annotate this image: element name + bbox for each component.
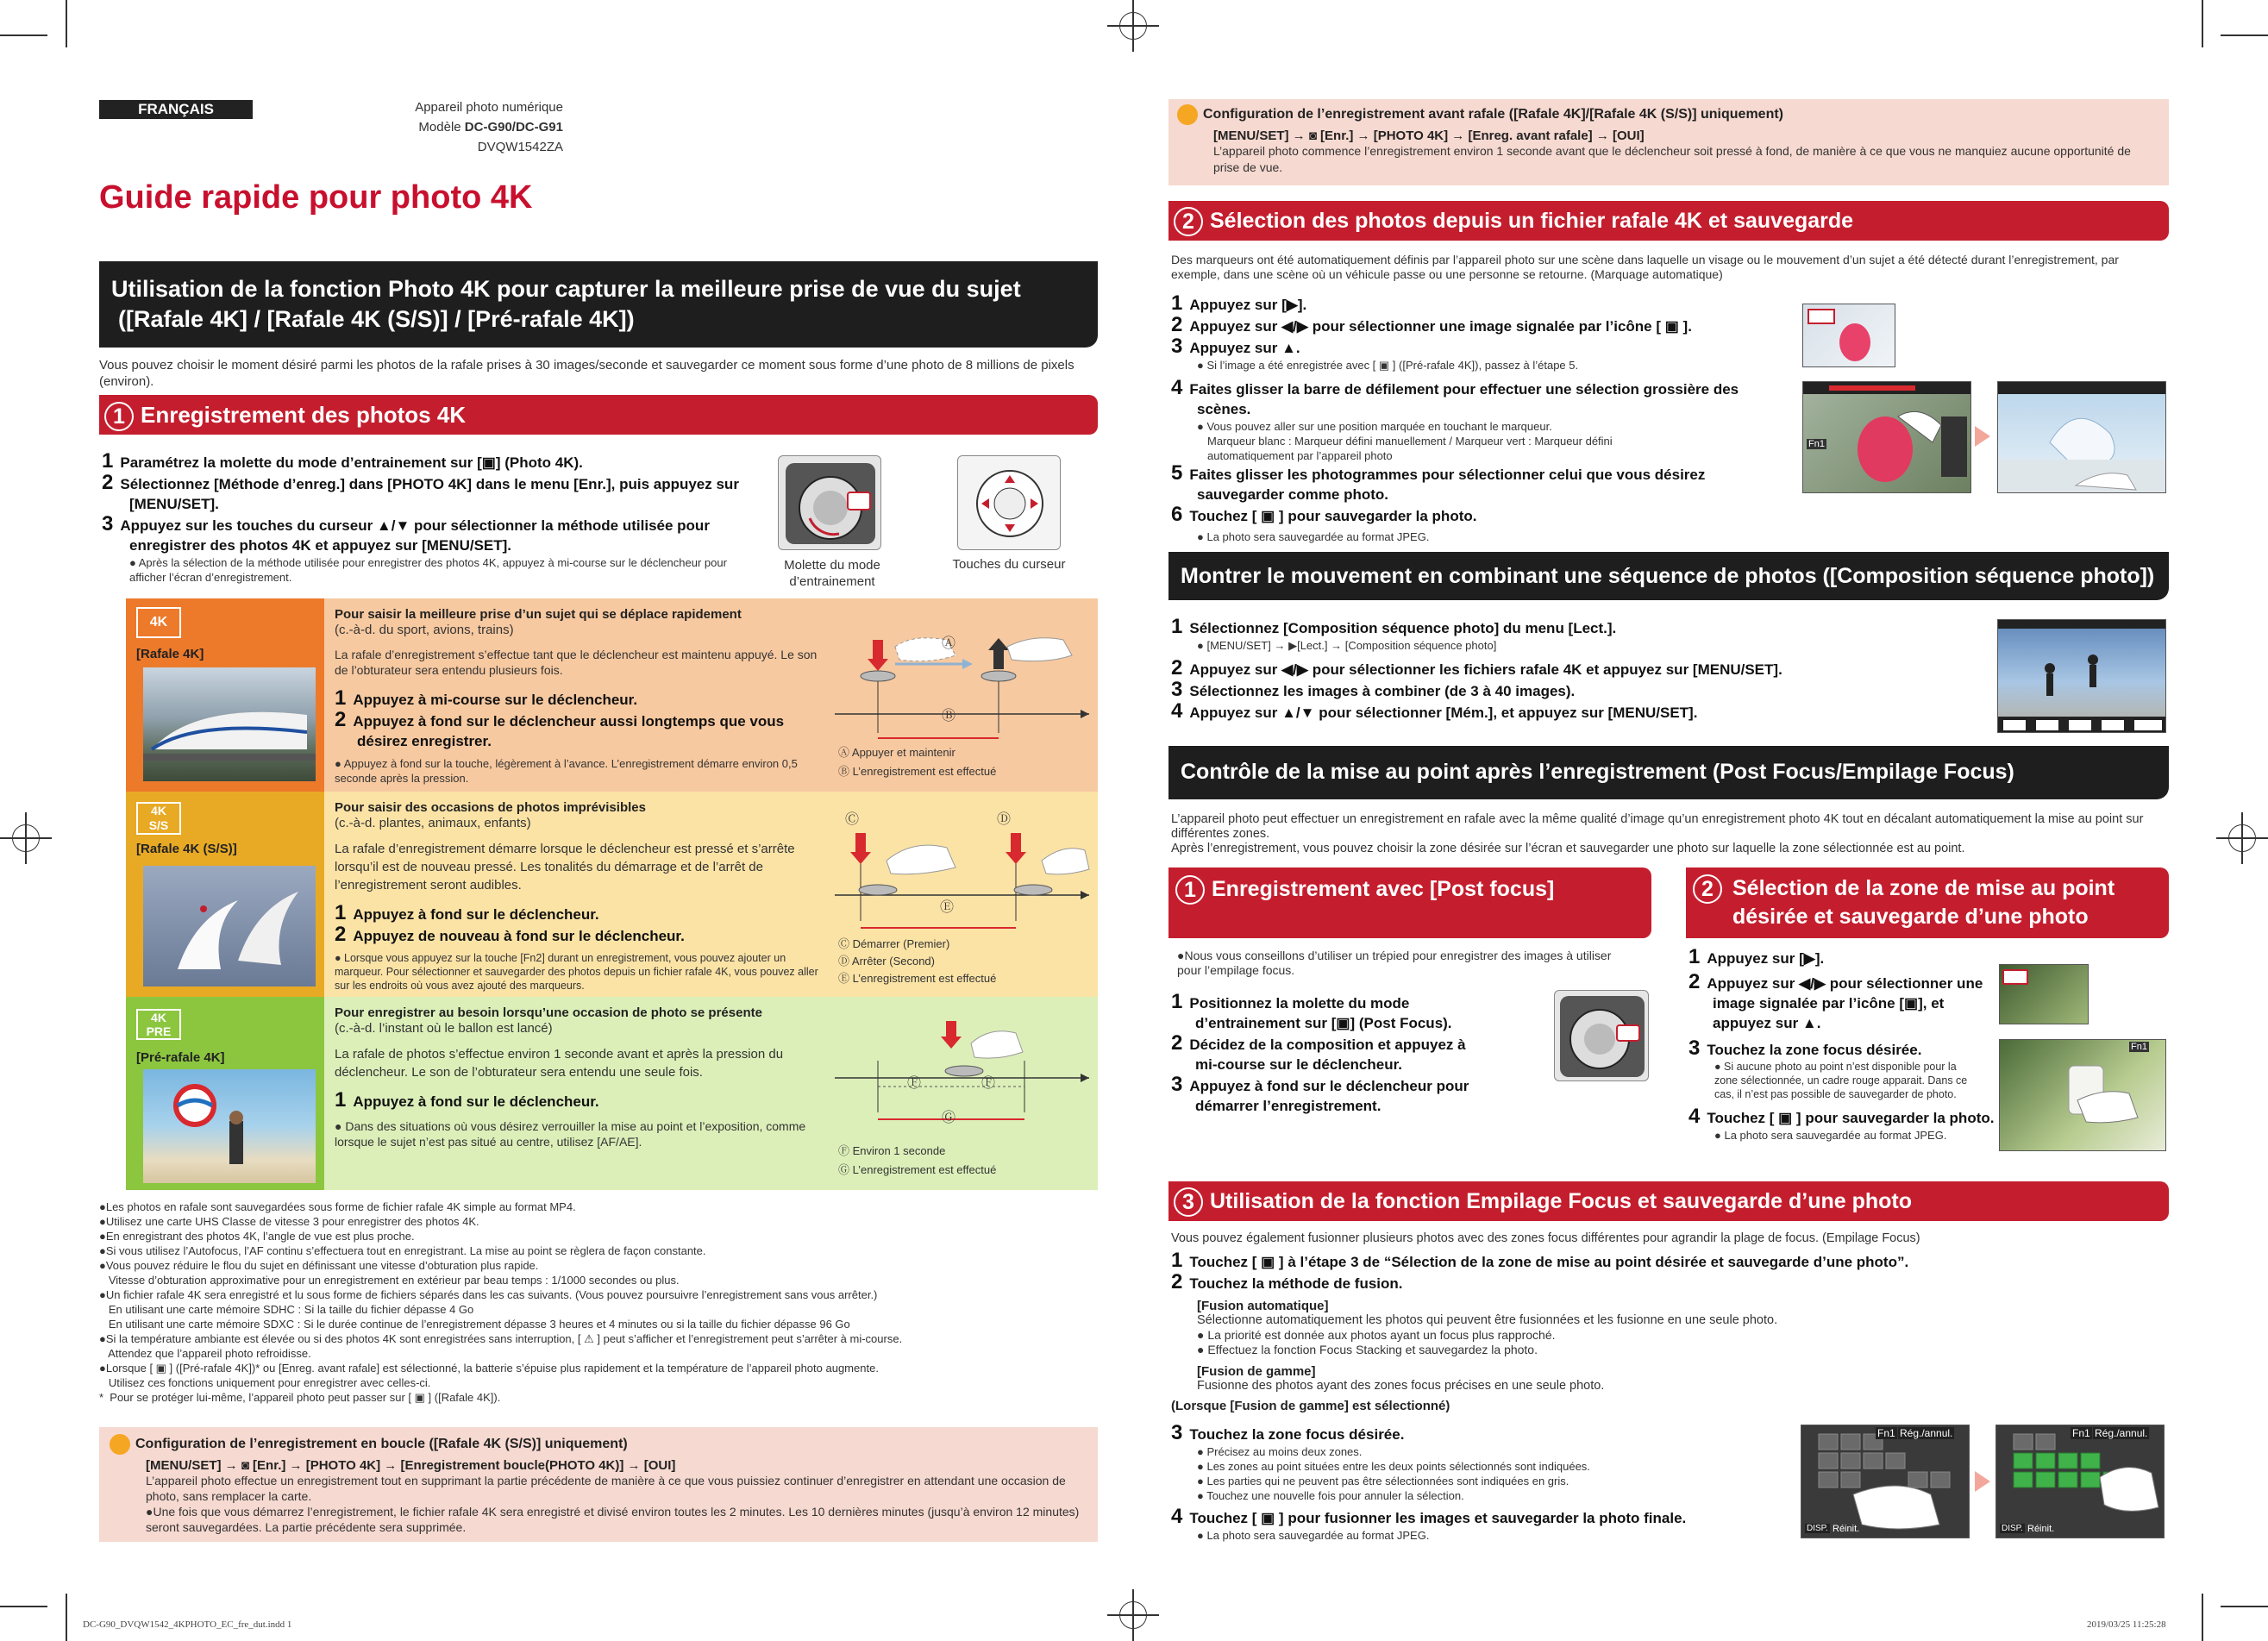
mode-label: [Rafale 4K (S/S)] [136, 842, 237, 856]
step-note: ● Si aucune photo au point n’est disponible pour la zone sélectionnée, un cadre rouge apparait. Dans ce cas, il n’est pas possible de sauvegarder de photo. [1714, 1061, 1968, 1100]
step-number: 2 [1171, 656, 1183, 680]
loop-config-box [99, 1427, 1098, 1542]
postfocus-dial [1554, 990, 1649, 1081]
step-number: 2 [1171, 313, 1183, 336]
model-line1: Appareil photo numérique [415, 100, 563, 115]
step-text: Touchez [ ▣ ] pour sauvegarder la photo. [1189, 508, 1477, 524]
mode-note: ● Dans des situations où vous désirez verrouiller la mise au point et l’exposition, comme lorsque le sujet n’est pas situé au centre, utilisez [AF/AE]. [335, 1119, 806, 1149]
step-text: Appuyez à fond sur le déclencheur. [353, 1093, 599, 1110]
step-text: Appuyez à fond sur le déclencheur pour démarrer l’enregistrement. [1189, 1078, 1469, 1114]
marker-f: Ⓕ [907, 1076, 922, 1091]
lightbulb-icon [1177, 104, 1198, 125]
step-number: 2 [1688, 970, 1701, 993]
section-number: 2 [1174, 207, 1203, 236]
registration-mark [1107, 0, 1159, 52]
step-number: 1 [1171, 990, 1183, 1013]
step-number: 3 [1171, 335, 1183, 358]
crop-mark [2221, 1606, 2268, 1607]
disp-label: DISP. [1807, 1524, 1828, 1533]
step-note: ● Vous pouvez aller sur une position marquée en touchant le marqueur. [1197, 420, 1552, 433]
fusion-range-when: (Lorsque [Fusion de gamme] est sélectionné) [1171, 1399, 1450, 1413]
banner-line2: ([Rafale 4K] / [Rafale 4K (S/S)] / [Pré-rafale 4K]) [118, 306, 635, 332]
dial-caption: Molette du mode d’entrainement [784, 558, 880, 589]
disp-label: DISP. [2002, 1524, 2023, 1533]
step-text: Appuyez à mi-course sur le déclencheur. [353, 692, 638, 708]
step-1 [1171, 617, 1947, 638]
arrow-icon [1975, 426, 1990, 447]
fusion-auto-desc: Sélectionne automatiquement les photos qui peuvent être fusionnées et les fusionne en une seule photo. [1197, 1313, 1778, 1327]
marker-d: Ⓓ [997, 812, 1012, 827]
note-item: ●Si la température ambiante est élevée ou si des photos 4K sont enregistrées sans interruption, [ ⚠ ] peut s’afficher et l’enregistrement peut s’arrêter à mi-course. [99, 1332, 903, 1345]
mode-label: [Rafale 4K] [136, 647, 204, 661]
step-text: Sélectionnez les images à combiner (de 3 à 40 images). [1189, 683, 1576, 699]
step-2 [1171, 1033, 1490, 1074]
mode-subline: (c.-à-d. l’instant où le ballon est lancé) [335, 1021, 553, 1036]
step-text: Faites glisser les photogrammes pour sélectionner celui que vous désirez sauvegarder comme photo. [1189, 467, 1706, 503]
step-6: 6 Touchez [ ▣ ] pour sauvegarder la photo. [1171, 503, 1477, 526]
step-number: 1 [102, 449, 114, 473]
model-prefix: Modèle [418, 120, 465, 135]
dial-illustration [778, 455, 881, 550]
mode-desc: La rafale d’enregistrement s’effectue tant que le déclencheur est maintenu appuyé. Le son de l’obturateur sera entendu plusieurs fois. [335, 648, 818, 677]
marker-a: Ⓐ [942, 636, 956, 651]
section-title: Sélection des photos depuis un fichier rafale 4K et sauvegarde [1210, 209, 1854, 233]
step-note: ● Après la sélection de la méthode utilisée pour enregistrer des photos 4K, appuyez à mi-course sur le déclencheur pour afficher l’écran d’enregistrement. [129, 556, 727, 584]
postfocus-record-steps [1171, 992, 1490, 1116]
section-title: Enregistrement avec [Post focus] [1212, 877, 1555, 901]
note-item: ●Les photos en rafale sont sauvegardées sous forme de fichier rafale 4K simple au format MP4. [99, 1200, 576, 1213]
note-item: ●En enregistrant des photos 4K, l’angle de vue est plus proche. [99, 1230, 415, 1243]
crop-mark [2221, 34, 2268, 36]
title-line2: désirée et sauvegarde d’une photo [1732, 905, 2089, 929]
step-1 [1171, 293, 1775, 315]
note-item: Utilisez ces fonctions uniquement pour enregistrer avec celles-ci. [99, 1376, 431, 1389]
fusion-range-title: [Fusion de gamme] [1197, 1364, 1316, 1379]
select-cancel-label: Rég./annul. [1900, 1427, 1953, 1439]
step-note: ● [MENU/SET] → ▶[Lect.] → [Composition séquence photo] [1197, 639, 1497, 652]
note-item: Attendez que l’appareil photo refroidisse. [99, 1347, 311, 1360]
train-photo [143, 667, 316, 781]
step-text: Appuyez à fond sur le déclencheur. [353, 906, 599, 923]
step-text: Touchez la zone focus désirée. [1189, 1426, 1405, 1443]
step-note: ● Les zones au point situées entre les deux points sélectionnés sont indiquées. [1197, 1460, 1590, 1473]
dial-icon [1555, 991, 1650, 1082]
mode-panel-rafale-4k-ss [126, 792, 1098, 997]
pre-desc: L’appareil photo commence l’enregistrement environ 1 seconde avant que le déclencheur soit pressé à fond, de manière à ce que vous ne manquiez aucune opportunité de prise de vue. [1213, 144, 2131, 174]
section-title: Enregistrement des photos 4K [141, 402, 467, 428]
step-text: Appuyez sur ◀/▶ pour sélectionner les fichiers rafale 4K et appuyez sur [MENU/SET]. [1189, 661, 1782, 678]
rafale-4k-ss-icon: 4K S/S [136, 802, 181, 835]
note-item: * Pour se protéger lui-même, l’appareil photo peut passer sur [ ▣ ] ([Rafale 4K]). [99, 1391, 501, 1404]
step-number: 3 [1171, 1073, 1183, 1096]
step-text: Sélectionnez [Composition séquence photo] du menu [Lect.]. [1189, 620, 1617, 636]
postfocus-select-steps [1688, 947, 1999, 1143]
crop-mark [2202, 0, 2203, 47]
reset-label: Réinit. [2027, 1524, 2055, 1534]
sec3-steps [1171, 1250, 2154, 1413]
dial-icon [779, 456, 882, 551]
loop-title [110, 1434, 1087, 1455]
step-text: Appuyez sur ◀/▶ pour sélectionner une image signalée par l’icône [ ▣ ]. [1189, 318, 1692, 335]
note-item: Vitesse d’obturation approximative pour un enregistrement en extérieur par beau temps : 1/1000 secondes ou plus. [99, 1274, 680, 1287]
step-note: ● La photo sera sauvegardée au format JPEG. [1197, 1529, 1430, 1542]
step-3 [102, 514, 757, 555]
fn1-label: Fn1 [2131, 1042, 2147, 1052]
note-item: ●Lorsque [ ▣ ] ([Pré-rafale 4K])* ou [Enreg. avant rafale] est sélectionné, la batterie s’épuise plus rapidement et la température de l’appareil photo augmente. [99, 1362, 879, 1375]
postfocus-intro-2: Après l’enregistrement, vous pouvez choisir la zone désirée sur l’écran et sauvegarder une photo sur laquelle la zone sélectionnée est au point. [1171, 842, 1965, 855]
lightbulb-icon [110, 1434, 130, 1455]
mode-panel-pre-rafale [126, 997, 1098, 1190]
step-number: 4 [1171, 699, 1183, 723]
pre-title-text: Configuration de l’enregistrement avant rafale ([Rafale 4K]/[Rafale 4K (S/S)] uniquement) [1203, 107, 1783, 122]
step-text: Appuyez sur les touches du curseur ▲/▼ pour sélectionner la méthode utilisée pour enregistrer des photos 4K et appuyez sur [MENU/SET]. [120, 517, 710, 554]
tripod-note: ●Nous vous conseillons d’utiliser un trépied pour enregistrer des images à utiliser pour l’empilage focus. [1177, 949, 1612, 977]
fusion-auto-title: [Fusion automatique] [1197, 1299, 1329, 1313]
step-note: ● Si l’image a été enregistrée avec [ ▣ ] ([Pré-rafale 4K]), passez à l’étape 5. [1197, 359, 1579, 372]
pre-burst-config-box [1168, 99, 2169, 185]
step-note: Marqueur blanc : Marqueur défini manuellement / Marqueur vert : Marqueur défini automatiquement par l’appareil photo [1207, 435, 1613, 462]
model-number: DC-G90/DC-G91 [464, 120, 563, 135]
mode-step-2: 2 Appuyez à fond sur le déclencheur aussi longtemps que vous désirez enregistrer. [335, 708, 785, 749]
legend-f: Ⓕ Environ 1 seconde [838, 1144, 946, 1157]
step-5: 5 Faites glisser les photogrammes pour sélectionner celui que vous désirez sauvegarder comme photo. [1171, 461, 1706, 503]
title-line1: Sélection de la zone de mise au point [1732, 876, 2115, 900]
mode-subline: (c.-à-d. plantes, animaux, enfants) [335, 816, 531, 830]
step-text: Appuyez sur ▲. [1189, 340, 1300, 356]
loop-title-text: Configuration de l’enregistrement en boucle ([Rafale 4K (S/S)] uniquement) [135, 1437, 628, 1452]
step-text: Positionnez la molette du mode d’entrainement sur [▣] (Post Focus). [1189, 995, 1452, 1031]
mode-headline: Pour enregistrer au besoin lorsqu’une occasion de photo se présente [335, 1005, 762, 1020]
cursor-caption: Touches du curseur [952, 557, 1066, 572]
step-number: 2 [1171, 1031, 1183, 1055]
postfocus-select-header [1686, 867, 2169, 938]
language-tag: FRANÇAIS [99, 100, 253, 119]
marker-g: Ⓖ [942, 1111, 956, 1125]
mode-sidebar [126, 598, 324, 792]
footer-date: 2019/03/25 11:25:28 [2087, 1619, 2166, 1630]
mode-sidebar [126, 997, 324, 1190]
fusion-auto-note2: ● Effectuez la fonction Focus Stacking et sauvegardez la photo. [1197, 1343, 1538, 1356]
step-4 [1688, 1106, 1999, 1128]
pre-menu: [MENU/SET] → ◙ [Enr.] → [PHOTO 4K] → [Enreg. avant rafale] → [OUI] [1213, 128, 1645, 143]
step-note: ● La photo sera sauvegardée au format JPEG. [1714, 1129, 1947, 1142]
step-3 [1171, 1074, 1490, 1116]
step-text: Décidez de la composition et appuyez à mi-course sur le déclencheur. [1189, 1037, 1466, 1073]
step-4 [1171, 701, 1947, 723]
note-item: ●Un fichier rafale 4K sera enregistré et lu sous forme de fichiers séparés dans les cas suivants. (Vous pouvez poursuivre l’enregistrement sans vous arrêter.) [99, 1288, 878, 1301]
stack-screen-1 [1801, 1425, 1970, 1538]
step-3: 3 Touchez la zone focus désirée. [1171, 1421, 1405, 1444]
section-number: 1 [104, 402, 134, 431]
loop-note: ●Une fois que vous démarrez l’enregistrement, le fichier rafale 4K sera enregistré et divisé environ toutes les 2 minutes. Les 10 dernières minutes (jusqu’à environ 12 minutes) seront sauvegardées. La partie précédente sera supprimée. [146, 1505, 1080, 1534]
step-note: ● La photo sera sauvegardée au format JPEG. [1197, 530, 1430, 543]
timing-diagram [835, 1018, 1093, 1130]
section-number: 2 [1693, 874, 1722, 904]
sequence-screen [1997, 619, 2166, 733]
main-banner [99, 261, 1098, 348]
cursor-keys-icon [958, 456, 1062, 551]
step-note: ● Les parties qui ne peuvent pas être sélectionnées sont indiquées en gris. [1197, 1475, 1569, 1488]
model-code: DVQW1542ZA [477, 140, 563, 154]
step-number: 3 [102, 512, 114, 536]
timing-diagram [835, 809, 1093, 938]
reset-label: Réinit. [1833, 1524, 1860, 1534]
legend-a: Ⓐ Appuyer et maintenir [838, 746, 955, 759]
pf-playback-small [1999, 964, 2089, 1024]
step-2 [102, 473, 757, 514]
step-3 [1171, 680, 1947, 701]
crop-mark [66, 0, 67, 47]
mode-panel-rafale-4k [126, 598, 1098, 792]
pre-title [1177, 104, 2160, 125]
fusion-range-desc: Fusionne des photos ayant des zones focus précises en une seule photo. [1197, 1379, 1605, 1393]
record-steps [102, 451, 757, 585]
crop-mark [0, 34, 47, 36]
step-3 [1171, 336, 1775, 358]
step-number: 3 [1171, 678, 1183, 701]
step-1: 1 Touchez [ ▣ ] à l’étape 3 de “Sélection de la zone de mise au point désirée et sauvegarde d’une photo”. [1171, 1249, 1909, 1272]
note-item: En utilisant une carte mémoire SDXC : Si le durée continue de l’enregistrement dépasse 3 heures et 4 minutes ou si la taille du fichier dépasse 96 Go [99, 1318, 850, 1331]
select-cancel-label: Rég./annul. [2095, 1427, 2148, 1439]
mode-step-1: 1 Appuyez à fond sur le déclencheur. [335, 1088, 599, 1112]
pre-rafale-icon: 4K PRE [136, 1009, 181, 1040]
crop-mark [0, 1606, 47, 1607]
step-number: 1 [1688, 945, 1701, 968]
postfocus-record-header [1168, 867, 1651, 938]
intro-text: Vous pouvez choisir le moment désiré parmi les photos de la rafale prises à 30 images/seconde et sauvegarder ce moment sous forme d’une photo de 8 millions de pixels (environ). [99, 358, 1074, 389]
section-title [1693, 874, 2162, 931]
sec3-intro: Vous pouvez également fusionner plusieurs photos avec des zones focus différentes pour agrandir la plage de focus. (Empilage Focus) [1171, 1231, 1920, 1245]
note-item: En utilisant une carte mémoire SDHC : Si la taille du fichier dépasse 4 Go [99, 1303, 474, 1316]
step-text: Touchez [ ▣ ] à l’étape 3 de “Sélection de la zone de mise au point désirée et sauvegarde d’une photo”. [1189, 1254, 1909, 1270]
step-4: 4 Faites glisser la barre de défilement pour effectuer une sélection grossière des scènes. [1171, 376, 1739, 417]
fusion-auto-note1: ● La priorité est donnée aux photos ayant un focus plus rapproché. [1197, 1328, 1556, 1342]
timing-diagram [835, 629, 1093, 750]
step-note: ● Précisez au moins deux zones. [1197, 1445, 1363, 1458]
loop-desc: L’appareil photo effectue un enregistrement tout en supprimant la partie précédente de manière à ce que vous puissiez continuer d’enregistrer en attendant une occasion de photo, sans remplacer la carte. [146, 1474, 1066, 1503]
step-text: Touchez la méthode de fusion. [1189, 1275, 1403, 1292]
step-text: Appuyez de nouveau à fond sur le déclencheur. [353, 928, 685, 944]
step-2 [1688, 972, 1999, 1033]
step-text: Sélectionnez [Méthode d’enreg.] dans [PHOTO 4K] dans le menu [Enr.], puis appuyez sur [MENU/SET]. [120, 476, 739, 512]
legend-g: Ⓖ L’enregistrement est effectué [838, 1163, 997, 1176]
step-text: Paramétrez la molette du mode d’entrainement sur [▣] (Photo 4K). [120, 454, 583, 471]
playback-screen-small [1802, 304, 1895, 367]
mode-sidebar [126, 792, 324, 997]
sequence-banner: Montrer le mouvement en combinant une séquence de photos ([Composition séquence photo]) [1168, 552, 2169, 600]
mode-note: ● Appuyez à fond sur la touche, légèrement à l’avance. L’enregistrement démarre environ 0,5 seconde après la pression. [335, 757, 798, 785]
postfocus-intro [1171, 812, 2154, 856]
section-title: Utilisation de la fonction Empilage Focus et sauvegarde d’une photo [1210, 1189, 1912, 1213]
notes-list [99, 1199, 1100, 1405]
step-1 [1171, 992, 1490, 1033]
step-text: Touchez la zone focus désirée. [1707, 1042, 1922, 1058]
legend-d: Ⓓ Arrêter (Second) [838, 955, 935, 968]
legend-e: Ⓔ L’enregistrement est effectué [838, 972, 997, 985]
marker-e: Ⓔ [940, 900, 955, 915]
note-item: ●Utilisez une carte UHS Classe de vitesse 3 pour enregistrer des photos 4K. [99, 1215, 479, 1228]
mode-desc: La rafale de photos s’effectue environ 1 seconde avant et après la pression du déclencheur. Le son de l’obturateur sera entendu une seule fois. [335, 1047, 784, 1080]
rafale-4k-icon: 4K [136, 607, 181, 638]
step-text: Touchez [ ▣ ] pour sauvegarder la photo. [1707, 1110, 1995, 1126]
note-item: ●Si vous utilisez l’Autofocus, l’AF continu s’effectuera tout en enregistrant. La mise au point se règlera de façon constante. [99, 1244, 706, 1257]
registration-mark [1107, 1589, 1159, 1641]
step-number: 1 [1171, 615, 1183, 638]
page-title: Guide rapide pour photo 4K [99, 179, 533, 216]
marker-c: Ⓒ [845, 812, 860, 827]
note-item: ●Vous pouvez réduire le flou du sujet en définissant une vitesse d’obturation plus rapide. [99, 1259, 539, 1272]
step-number: 3 [1688, 1037, 1701, 1060]
step-number: 4 [1688, 1105, 1701, 1128]
section-number: 3 [1174, 1187, 1203, 1217]
registration-mark [2216, 812, 2268, 864]
model-line2 [384, 117, 563, 137]
step-text: Appuyez sur [▶]. [1707, 950, 1825, 967]
mode-headline: Pour saisir des occasions de photos imprévisibles [335, 800, 646, 815]
banner-line1: Utilisation de la fonction Photo 4K pour capturer la meilleure prise de vue du sujet [111, 276, 1021, 302]
marker-f2: Ⓕ [981, 1076, 996, 1091]
cursor-keys-illustration [957, 455, 1061, 550]
section2-header [1168, 201, 2169, 241]
step-2 [1171, 315, 1775, 336]
frame-select-screen [1997, 381, 2166, 493]
stack-screen-2 [1995, 1425, 2165, 1538]
arrow-icon [1975, 1471, 1990, 1492]
section-number: 1 [1175, 875, 1205, 905]
mode-step-1: 1 Appuyez à mi-course sur le déclencheur. [335, 686, 638, 710]
step-3 [1688, 1038, 1999, 1060]
legend-c: Ⓒ Démarrer (Premier) [838, 937, 950, 950]
step-number: 2 [102, 471, 114, 494]
step-text: Appuyez à fond sur le déclencheur aussi longtemps que vous désirez enregistrer. [353, 713, 785, 749]
mode-headline: Pour saisir la meilleure prise d’un sujet qui se déplace rapidement [335, 607, 742, 622]
step-text: Touchez [ ▣ ] pour fusionner les images et sauvegarder la photo finale. [1189, 1510, 1687, 1526]
step-2: 2 Touchez la méthode de fusion. [1171, 1270, 1403, 1293]
postfocus-intro-1: L’appareil photo peut effectuer un enregistrement en rafale avec la même qualité d’image qu’un enregistrement photo 4K tout en décalant automatiquement la mise au point sur différentes zones. [1171, 812, 2144, 841]
mode-label: [Pré-rafale 4K] [136, 1050, 225, 1065]
registration-mark [0, 812, 52, 864]
legend-b: Ⓑ L’enregistrement est effectué [838, 765, 997, 778]
mode-step-2: 2 Appuyez de nouveau à fond sur le déclencheur. [335, 923, 685, 946]
mode-desc: La rafale d’enregistrement démarre lorsque le déclencheur est pressé et s’arrête lorsqu’il est de nouveau pressé. Les tonalités du démarrage et de l’arrêt de l’enregistrement seront audibles. [335, 842, 795, 893]
section1-header [99, 395, 1098, 435]
step-note: ● Touchez une nouvelle fois pour annuler la sélection. [1197, 1489, 1464, 1502]
step-text: Appuyez sur ▲/▼ pour sélectionner [Mém.], et appuyez sur [MENU/SET]. [1189, 705, 1698, 721]
model-info [384, 97, 563, 157]
mode-note: ● Lorsque vous appuyez sur la touche [Fn2] durant un enregistrement, vous pouvez ajouter un marqueur. Pour sélectionner et sauvegarder des photos depuis un fichier rafale 4K, vous pouvez aller sur les endroits où vous avez ajouté des marqueurs. [335, 952, 818, 992]
marker-b: Ⓑ [942, 709, 956, 723]
sec3-steps-lower [1171, 1423, 1757, 1543]
step-2 [1171, 658, 1947, 680]
step-text: Faites glisser la barre de défilement pour effectuer une sélection grossière des scènes. [1189, 381, 1739, 417]
cranes-photo [143, 866, 316, 986]
fn1-label: Fn1 [1877, 1427, 1895, 1439]
footer-file: DC-G90_DVQW1542_4KPHOTO_EC_fre_dut.indd 1 [83, 1619, 292, 1630]
loop-menu: [MENU/SET] → ◙ [Enr.] → [PHOTO 4K] → [Enregistrement boucle(PHOTO 4K)] → [OUI] [146, 1458, 676, 1473]
sequence-steps [1171, 617, 1947, 723]
fn1-label: Fn1 [1808, 439, 1825, 449]
postfocus-banner: Contrôle de la mise au point après l’enregistrement (Post Focus/Empilage Focus) [1168, 746, 2169, 799]
step-text: Appuyez sur ◀/▶ pour sélectionner une image signalée par l’icône [▣], et appuyez sur ▲. [1707, 975, 1983, 1031]
section3-header [1168, 1181, 2169, 1221]
sec2-intro: Des marqueurs ont été automatiquement définis par l’appareil photo sur une scène dans laquelle un visage ou le mouvement d’un sujet a été détecté durant l’enregistrement, par exemple, dans une scène où un véhicule passe ou une personne se retourne. (Marquage automatique) [1171, 253, 2119, 281]
step-4: 4 Touchez [ ▣ ] pour fusionner les images et sauvegarder la photo finale. [1171, 1505, 1687, 1528]
fn1-label: Fn1 [2072, 1427, 2090, 1439]
mode-subline: (c.-à-d. du sport, avions, trains) [335, 623, 514, 637]
pf-focus-screen [1999, 1039, 2166, 1151]
step-1 [1688, 947, 1999, 968]
crop-mark [2202, 1594, 2203, 1641]
crop-mark [66, 1594, 67, 1641]
sec2-steps [1171, 293, 1775, 544]
mode-step-1: 1 Appuyez à fond sur le déclencheur. [335, 901, 599, 924]
beach-photo [143, 1069, 316, 1183]
step-1 [102, 451, 757, 473]
step-number: 1 [1171, 291, 1183, 315]
step-text: Appuyez sur [▶]. [1189, 297, 1307, 313]
scroll-bar-screen [1802, 381, 1971, 493]
